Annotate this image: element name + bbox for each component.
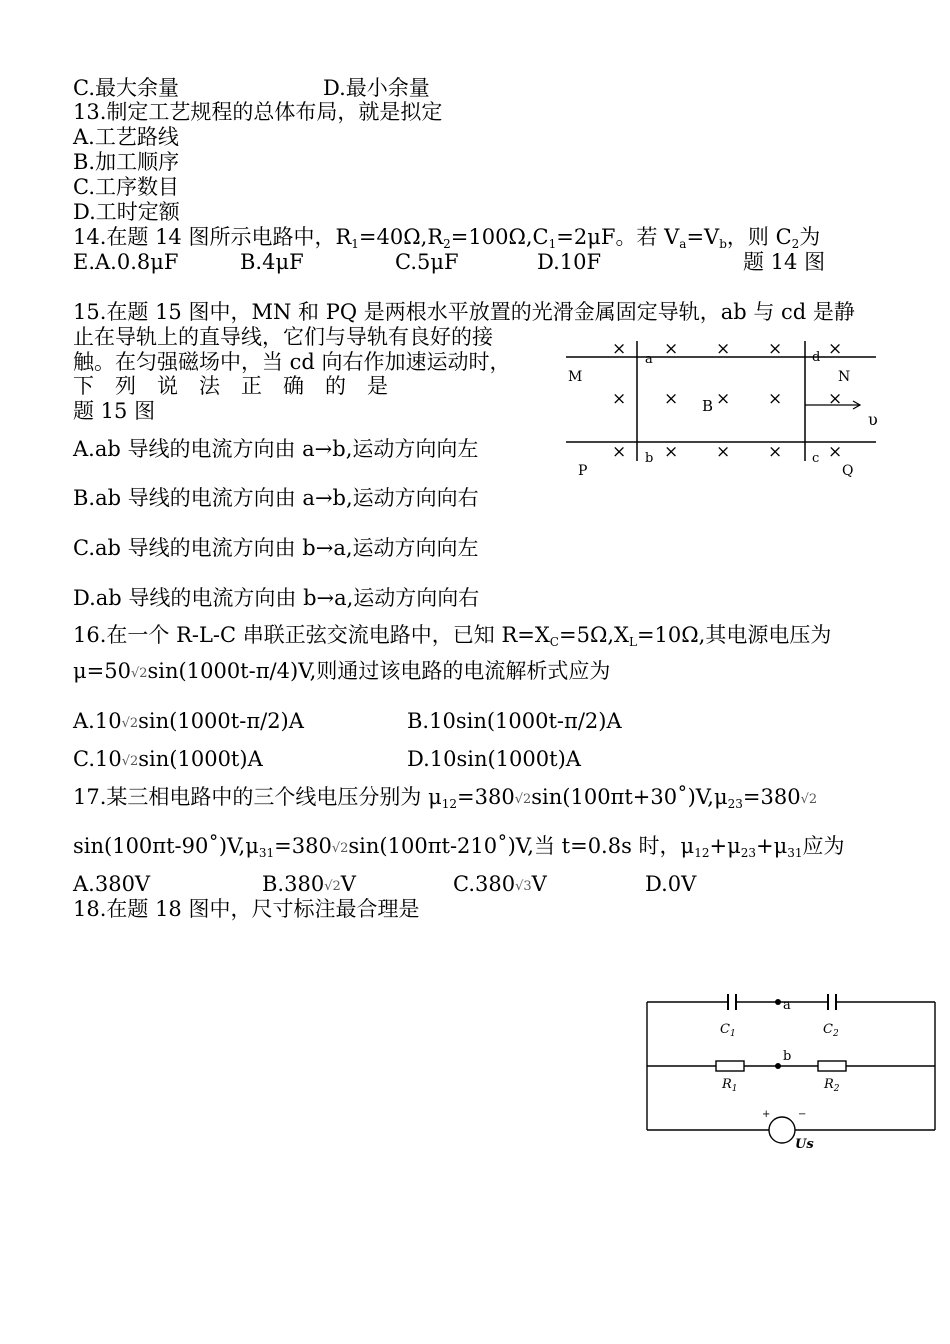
subscript: 12 [441,797,458,811]
label-N: N [838,369,851,385]
q17-stem-part: =380 [742,785,801,809]
cross-icon: × [716,442,731,462]
subscript: L [628,635,637,649]
q17-option-b-part: B.380 [262,872,325,896]
q17-option-a: A.380V [73,872,151,896]
label-plus: + [762,1109,771,1120]
q14-stem-part: 14.在题 14 图所示电路中，R [73,225,352,249]
q16-option-c-part: sin(1000t)A [138,747,263,771]
label-minus: − [798,1109,807,1120]
sqrt-symbol: √3 [515,879,532,894]
cross-icon: × [716,339,731,359]
subscript: a [679,237,687,251]
q13-stem: 13.制定工艺规程的总体布局，就是拟定 [73,100,443,124]
cross-icon: × [664,442,679,462]
q14-stem-part: =40Ω,R [358,225,444,249]
subscript: 1 [548,237,557,251]
cross-icon: × [612,442,627,462]
subscript: 1 [351,237,359,251]
voltage-source-icon [769,1117,795,1143]
q13-option-d: D.工时定额 [73,200,180,224]
label-b: b [645,451,654,466]
q17-stem-part: 应为 [802,834,845,858]
q17-stem-part: =380 [274,834,332,858]
label-a: a [645,352,653,367]
cross-icon: × [768,339,783,359]
q15-option-b: B.ab 导线的电流方向由 a→b,运动方向向右 [73,486,479,510]
label-B: B [702,397,714,415]
q17-stem-part: +μ [709,834,741,858]
sqrt-symbol: √2 [130,666,148,681]
q12-option-c: C.最大余量 [73,76,179,100]
q16-stem-part: =5Ω,X [558,623,629,647]
cross-icon: × [828,389,843,409]
label-d: d [812,350,821,365]
label-c1: $C_1$ [720,1022,736,1039]
q17-stem-part: =380 [457,785,515,809]
label-v: υ [868,410,878,429]
q16-option-c [73,747,263,774]
q15-stem-line-4: 下 列 说 法 正 确 的 是 [73,374,388,398]
q14-stem-part: =2μF。若 V [556,225,680,249]
q16-option-c-part: C.10 [73,747,122,771]
label-us: Us [795,1137,814,1152]
q15-stem-line-1: 15.在题 15 图中，MN 和 PQ 是两根水平放置的光滑金属固定导轨，ab 与 cd 是静 [73,300,855,324]
q17-stem-line-1 [73,785,817,816]
label-c2: $C_2$ [823,1022,839,1039]
q15-rail-figure [560,335,900,485]
q17-stem-part: +μ [756,834,788,858]
subscript: 12 [694,846,710,860]
q14-stem-part: ，则 C [726,225,792,249]
q14-option-a: E.A.0.8μF [73,250,179,274]
sqrt-symbol: √2 [800,792,818,807]
q14-stem-part: =100Ω,C [450,225,549,249]
q17-option-c-part: C.380 [453,872,516,896]
q14-stem-part: 为 [799,225,821,249]
q16-stem-part: 16.在一个 R-L-C 串联正弦交流电路中，已知 R=X [73,623,550,647]
cross-icon: × [768,389,783,409]
q16-option-d: D.10sin(1000t)A [407,747,581,771]
q13-option-c: C.工序数目 [73,175,179,199]
q12-option-d: D.最小余量 [323,76,430,100]
resistor-r1 [716,1061,744,1071]
q16-option-a [73,709,304,736]
cross-icon: × [612,389,627,409]
q18-stem: 18.在题 18 图中，尺寸标注最合理是 [73,897,420,921]
q17-stem-line-2 [73,834,845,865]
q14-circuit-figure [642,992,942,1152]
node-b [775,1063,781,1069]
cross-icon: × [664,389,679,409]
q17-option-d: D.0V [645,872,697,896]
cross-icon: × [768,442,783,462]
subscript: b [719,237,727,251]
q17-option-c [453,872,547,899]
label-P: P [578,463,588,479]
label-M: M [568,369,583,385]
q13-option-a: A.工艺路线 [73,125,179,149]
label-Q: Q [842,463,854,479]
q15-option-a: A.ab 导线的电流方向由 a→b,运动方向向左 [73,437,479,461]
q13-option-b: B.加工顺序 [73,150,180,174]
q16-stem-part: sin(1000t-π/4)V,则通过该电路的电流解析式应为 [147,659,611,683]
sqrt-symbol: √2 [514,792,532,807]
subscript: C [549,635,559,649]
q14-option-b: B.4μF [240,250,304,274]
q16-stem-part: μ=50 [73,659,131,683]
cross-icon: × [612,339,627,359]
q17-option-b [262,872,356,899]
sqrt-symbol: √2 [331,841,349,856]
label-a: a [783,998,791,1013]
q15-option-c: C.ab 导线的电流方向由 b→a,运动方向向左 [73,536,479,560]
cross-icon: × [716,389,731,409]
sqrt-symbol: √2 [121,754,139,769]
q17-stem-part: sin(100πt-90˚)V,μ [73,834,259,858]
q17-option-c-part: V [531,872,547,896]
sqrt-symbol: √2 [121,716,139,731]
subscript: 2 [443,237,451,251]
q17-stem-part: sin(100πt-210˚)V,当 t=0.8s 时，μ [348,834,695,858]
subscript: 2 [791,237,800,251]
q14-figure-caption: 题 14 图 [743,250,826,274]
q17-stem-part: sin(100πt+30˚)V,μ [531,785,728,809]
q16-option-a-part: sin(1000t-π/2)A [138,709,304,733]
label-b: b [783,1049,792,1064]
resistor-r2 [818,1061,846,1071]
q14-stem-part: =V [686,225,720,249]
q16-stem-line-1 [73,623,831,654]
node-a [775,999,781,1005]
subscript: 23 [727,797,743,811]
label-r1: $R_1$ [722,1077,738,1094]
q16-stem-part: =10Ω,其电源电压为 [636,623,832,647]
q17-option-b-part: V [340,872,356,896]
label-r2: $R_2$ [824,1077,840,1094]
q14-option-d: D.10F [537,250,602,274]
label-c: c [812,451,820,466]
q15-stem-line-3: 触。在匀强磁场中，当 cd 向右作加速运动时， [73,350,511,374]
subscript: 23 [740,846,757,860]
cross-icon: × [828,339,843,359]
q16-option-b: B.10sin(1000t-π/2)A [407,709,622,733]
q15-stem-line-2: 止在导轨上的直导线，它们与导轨有良好的接 [73,325,493,349]
q15-figure-caption: 题 15 图 [73,399,156,423]
sqrt-symbol: √2 [324,879,341,894]
cross-icon: × [828,442,843,462]
subscript: 31 [258,846,275,860]
q16-stem-line-2 [73,659,610,686]
subscript: 31 [787,846,803,860]
q17-stem-part: 17.某三相电路中的三个线电压分别为 μ [73,785,442,809]
q15-option-d: D.ab 导线的电流方向由 b→a,运动方向向右 [73,586,480,610]
q16-option-a-part: A.10 [73,709,122,733]
q14-option-c: C.5μF [395,250,459,274]
cross-icon: × [664,339,679,359]
